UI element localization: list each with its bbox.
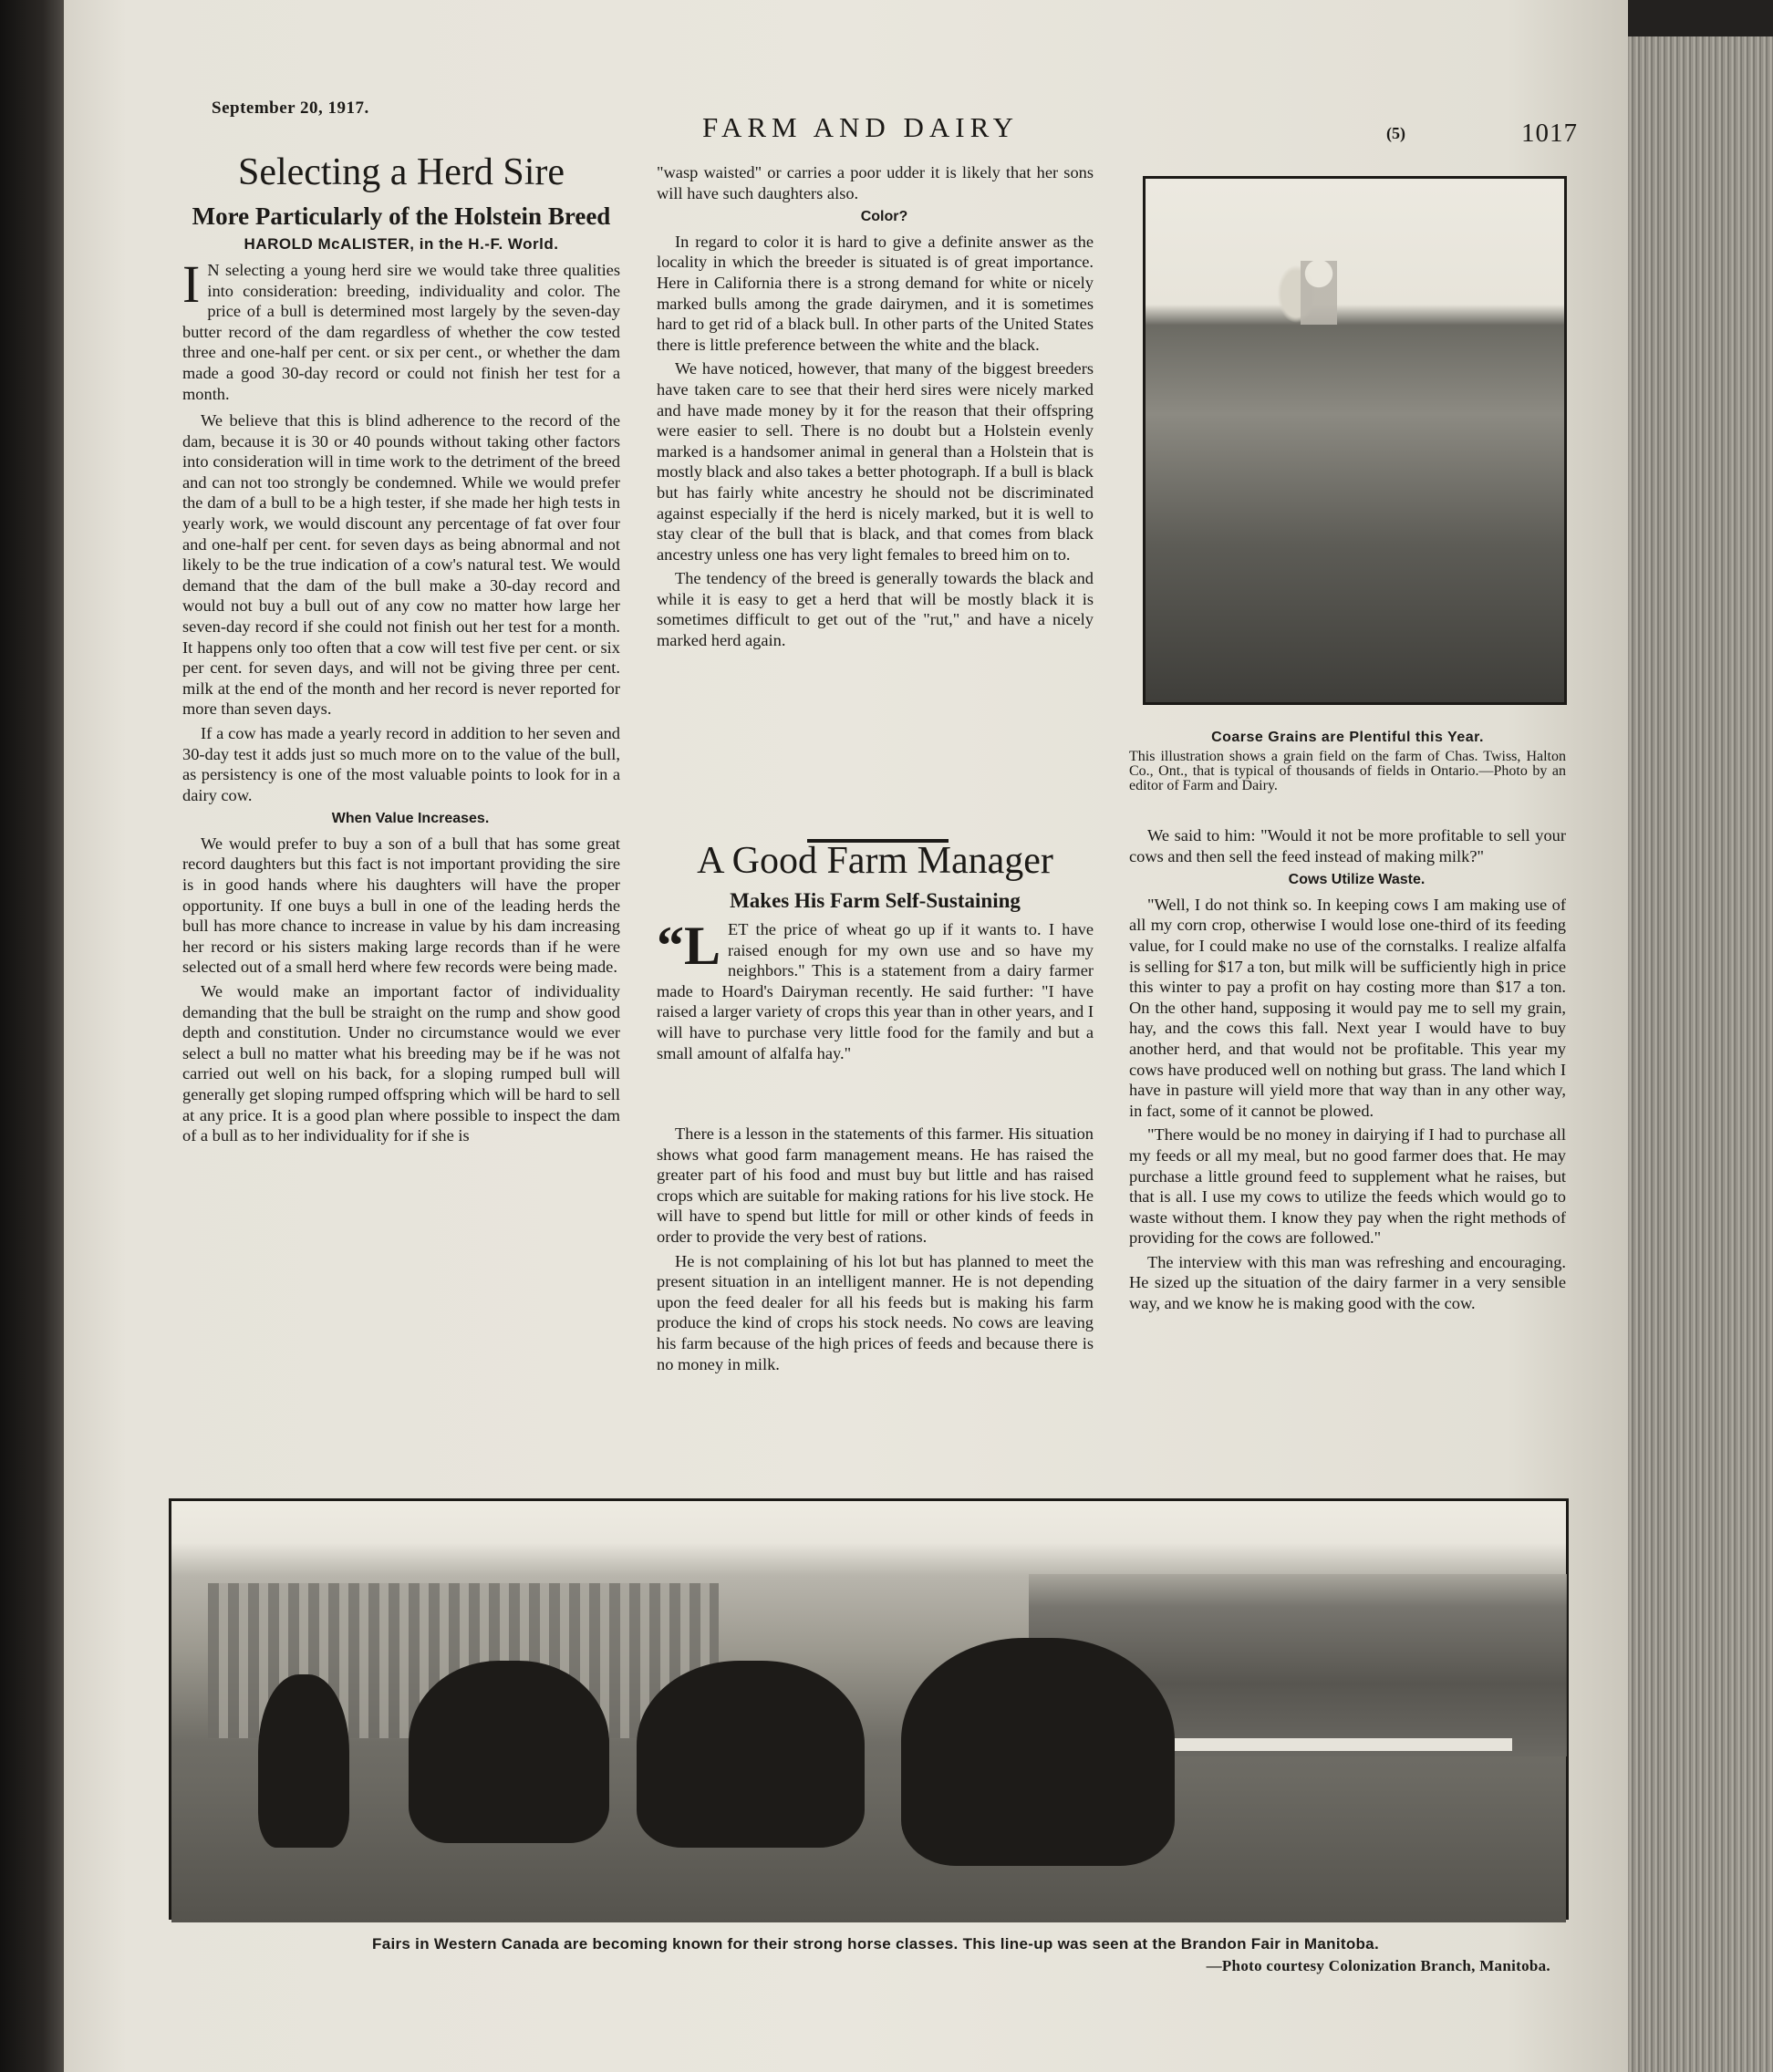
fence bbox=[1147, 1738, 1512, 1751]
farm-manager-paragraph: There is a lesson in the statements of this farmer. His situation shows what good farm management means. He has raised the greater part of his food and must buy but little and has raised crops which are suitable for making rations for his live stock. He will have to spend but little for mill or other kinds of feeds in order to provide the very best of rations. bbox=[657, 1124, 1094, 1246]
herd-sire-paragraph: The tendency of the breed is generally towards the black and while it is easy to get a herd that will be mostly black it is sometimes difficult to get out of the "rut," and have a nicely marked herd again. bbox=[657, 569, 1094, 650]
section-number: (5) bbox=[1386, 124, 1405, 142]
show-ground bbox=[171, 1775, 1566, 1922]
horse-photo-caption: Fairs in Western Canada are becoming known for their strong horse classes. This line-up was seen at the Brandon Fair in Manitoba. bbox=[372, 1935, 1379, 1953]
page-number: 1017 bbox=[1521, 119, 1578, 148]
farmer-figure bbox=[1301, 261, 1337, 325]
farm-manager-subhead: Cows Utilize Waste. bbox=[1288, 872, 1426, 888]
grain-field-photo bbox=[1143, 176, 1567, 705]
herd-sire-paragraph: "wasp waisted" or carries a poor udder it is likely that her sons will have such daughters also. bbox=[657, 163, 1094, 202]
farm-manager-paragraph: "There would be no money in dairying if I had to purchase all my feeds or all my meal, but no good farmer does that. He may purchase a little ground feed to supplement what he raises, but that is all. I use my cows to utilize the feeds which would go to waste without them. I know they pay when the right methods of providing for the cows are followed." bbox=[1129, 1125, 1566, 1248]
issue-date: September 20, 1917. bbox=[212, 98, 369, 118]
page-edges bbox=[1628, 0, 1773, 2072]
horse-figure bbox=[637, 1661, 865, 1848]
horse-photo-credit: —Photo courtesy Colonization Branch, Manitoba. bbox=[1206, 1957, 1550, 1974]
column-2-top bbox=[657, 162, 1094, 655]
herd-sire-paragraph: We believe that this is blind adherence to the record of the dam, because it is 30 or 40 pounds without taking other factors into consideration will in time work to the detriment of the breed and can not too strongly be condemned. While we would prefer the dam of a bull to be a high tester, if she made her high tests in yearly work, we would discount any percentage of fat over four and one-half per cent. for seven days as being abnormal and not likely to be the true indication of a cow's natural test. We would demand that the dam of the bull make a 30-day record and would not buy a bull out of any cow no matter how large her seven-day record if she could not finish out her test for a month. It happens only too often that a cow will test five per cent. or six per cent. for seven days, and will not be giving three per cent. milk at the end of the month and her record is never reported for more than seven days. bbox=[182, 411, 620, 719]
horse-figure bbox=[901, 1638, 1175, 1866]
binding-shadow bbox=[0, 0, 71, 2072]
herd-sire-byline: HAROLD McALISTER, in the H.-F. World. bbox=[244, 235, 559, 253]
page-edges-top bbox=[1628, 0, 1773, 36]
herd-sire-lead bbox=[182, 254, 620, 404]
grain-photo-caption-title: Coarse Grains are Plentiful this Year. bbox=[1211, 730, 1484, 745]
farm-manager-paragraph: "Well, I do not think so. In keeping cows I am making use of all my corn crop, otherwise I would lose one-third of its feeding value, for I could make no use of the cornstalks. I realize alfalfa is selling for $17 a ton, but milk will be sufficiently high in price this winter to pay a profit on hay costing more than $17 a ton. On the other hand, supposing it would pay me to sell my grain, hay, and the cows this fall. Next year I would have to buy another herd, and that would not be profitable. This year my cows have produced well on nothing but grass. The land which I have in pasture will yield more that way than in any other way, in fact, some of it cannot be plowed. bbox=[1129, 895, 1566, 1120]
farm-manager-subtitle: Makes His Farm Self-Sustaining bbox=[730, 889, 1021, 912]
herd-sire-paragraph: We would make an important factor of individuality demanding that the bull be straight on the rump and show good depth and constitution. Under no circumstance would we ever select a bull no matter what his breeding may be if he was not carried out well on his back, for a sloping rumped bull will generally get sloping rumped offspring which will be hard to sell at any price. It is a good plan where possible to inspect the dam of a bull as to her individuality for if she is bbox=[182, 982, 620, 1145]
herd-sire-lead-text: N selecting a young herd sire we would take three qualities into consideration: breeding, individuality and color. The price of a bull is determined most largely by the seven-day butter record of the dam regardless of whether the cow tested three and one-half per cent. or six per cent., or whether the dam made a good 30-day record or could not finish her test for a month. bbox=[182, 261, 620, 403]
herd-sire-subhead-value: When Value Increases. bbox=[331, 811, 490, 827]
horse-figure bbox=[409, 1661, 609, 1843]
column-2-bottom bbox=[657, 1124, 1094, 1378]
grain-photo-caption-text: This illustration shows a grain field on the farm of Chas. Twiss, Halton Co., Ont., that is typical of thousands of fields in Ontario.—Photo by an editor of Farm and Dairy. bbox=[1129, 749, 1566, 793]
farm-manager-paragraph: We said to him: "Would it not be more profitable to sell your cows and then sell the feed instead of making milk?" bbox=[1129, 826, 1566, 865]
herd-sire-paragraph: In regard to color it is hard to give a definite answer as the locality in which the breeder is situated is of great importance. Here in California there is a strong demand for white or nicely marked bulls among the grade dairymen, and it is sometimes hard to get rid of a black bull. In other parts of the United States there is little preference between the white and the black. bbox=[657, 232, 1094, 354]
horse-figure bbox=[258, 1674, 349, 1848]
publication-title: FARM AND DAIRY bbox=[702, 111, 1019, 143]
farm-manager-title: A Good Farm Manager bbox=[697, 840, 1053, 882]
herd-sire-paragraph: We would prefer to buy a son of a bull that has some great record daughters but this fact is not important providing the sire is in good hands where his daughters will have the proper opportunity. If one buys a bull in one of the leading herds the bull has more chance to increase in value by his dam increasing her record or his sisters making large records than if he were selected out of a small herd where few records were being made. bbox=[182, 834, 620, 977]
herd-sire-paragraph: We have noticed, however, that many of the biggest breeders have taken care to see that their herd sires were nicely marked and have made money by it for the reason that their offspring were easier to sell. There is no doubt but a Holstein evenly marked is a handsomer animal in general than a Holstein that is mostly black and also takes a better photograph. If a bull is black but has fairly white ancestry he should not be discriminated against especially if the herd is nicely marked, but it is well to stay clear of the bull that is black, and that comes from black ancestry unless one has very light females to breed him on to. bbox=[657, 359, 1094, 564]
horse-lineup-photo bbox=[169, 1498, 1569, 1920]
herd-sire-paragraph: If a cow has made a yearly record in addition to her seven and 30-day test it adds just so much more on to the value of the bull, as persistency is one of the most valuable points to look for in a dairy cow. bbox=[182, 723, 620, 804]
column-3 bbox=[1129, 825, 1566, 1318]
farm-manager-lead-text: ET the price of wheat go up if it wants to. I have raised enough for my own use and so have my neighbors." This is a statement from a dairy farmer made to Hoard's Dairyman recently. He said further: "I have raised a larger variety of crops this year than in other years, and I will have to purchase very little food for the family and but a small amount of alfalfa hay." bbox=[657, 920, 1094, 1062]
herd-sire-subhead-color: Color? bbox=[860, 209, 908, 225]
herd-sire-title: Selecting a Herd Sire bbox=[237, 151, 565, 193]
farm-manager-lead bbox=[657, 916, 1094, 1063]
farm-manager-paragraph: He is not complaining of his lot but has planned to meet the present situation in an intelligent manner. He is not depending upon the feed dealer for all his feeds but is making his farm produce the kind of crops his stock needs. No cows are leaving his farm because of the high prices of feeds and because there is no money in milk. bbox=[657, 1251, 1094, 1373]
column-1 bbox=[182, 410, 620, 1150]
farm-manager-paragraph: The interview with this man was refreshing and encouraging. He sized up the situation of the dairy farmer in a very sensible way, and we know he is making good with the cow. bbox=[1129, 1252, 1566, 1313]
herd-sire-subtitle: More Particularly of the Holstein Breed bbox=[192, 202, 611, 230]
herd-sire-dropcap: I bbox=[182, 254, 201, 314]
farm-manager-dropcap: “L bbox=[657, 916, 721, 976]
